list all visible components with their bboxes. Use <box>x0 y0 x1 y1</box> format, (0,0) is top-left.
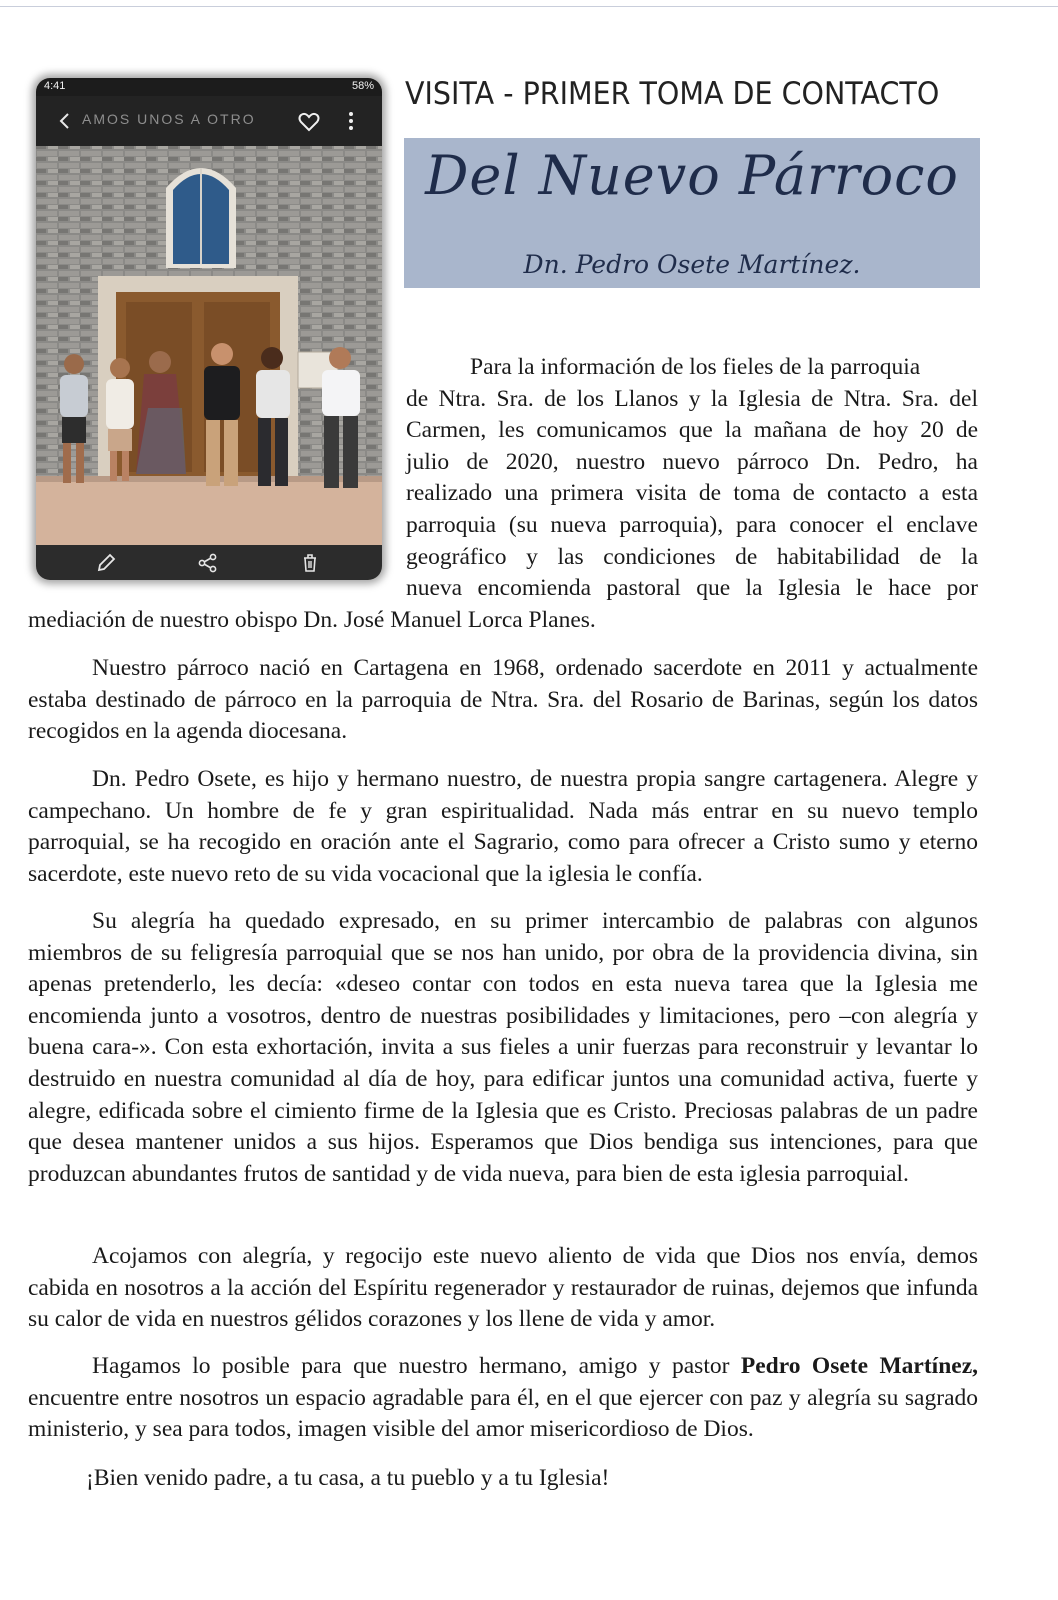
photo-bottom-bar <box>36 545 382 580</box>
title-banner <box>404 138 980 288</box>
more-options-icon[interactable] <box>348 111 354 131</box>
edit-pencil-icon[interactable] <box>96 553 116 573</box>
heart-icon[interactable] <box>298 112 320 132</box>
top-divider <box>0 6 1058 7</box>
closing-line: ¡Bien venido padre, a tu casa, a tu pueblo y a tu Iglesia! <box>86 1465 610 1491</box>
church-photo <box>36 78 382 580</box>
paragraph-5: Acojamos con alegría, y regocijo este nuevo aliento de vida que Dios nos envía, demos cabida en nosotros a la acción del Espíritu regenerador y restaurador de ruinas, dejemos que infunda su calor de vida en nuestros gélidos corazones y los llene de vida y amor. <box>28 1243 978 1333</box>
back-arrow-icon[interactable] <box>56 112 74 130</box>
phone-status-bar <box>36 78 382 96</box>
trash-icon[interactable] <box>300 553 320 573</box>
paragraph-1-line: realizado una primera visita de toma de contacto a esta <box>406 480 978 507</box>
paragraph-1 <box>406 352 978 605</box>
paragraph-1-line: de Ntra. Sra. de los Llanos y la Iglesia de Ntra. Sra. del <box>406 385 978 412</box>
photo-top-bar <box>36 96 382 146</box>
church-photo-illustration <box>36 78 382 580</box>
paragraph-1-line: parroquia (su nueva parroquia), para conocer el enclave <box>406 511 978 538</box>
paragraph-1-line: Carmen, les comunicamos que la mañana de hoy 20 de <box>406 417 978 444</box>
paragraph-4: Su alegría ha quedado expresado, en su primer intercambio de palabras con algunos miembros de su feligresía parroquial que se nos han unido, por obra de la providencia divina, sin apenas pretenderlo, les decía: «deseo contar con todos en esta nueva tarea que la Iglesia me encomienda junto a vosotros, dentro de nuestras posibilidades y limitaciones, pero –con alegría y buena cara-». Con esta exhortación, invita a sus fieles a unir fuerzas para reconstruir y levantar lo destruido en nuestra comunidad al día de hoy, para edificar juntos una comunidad activa, fuerte y alegre, edificada sobre el cimiento firme de la Iglesia que es Cristo. Preciosas palabras de un padre que desea mantener unidos a sus hijos. Esperamos que Dios bendiga sus intenciones, para que produzcan abundantes frutos de santidad y de vida nueva, para bien de esta iglesia parroquial. <box>28 908 978 1187</box>
paragraph-3: Dn. Pedro Osete, es hijo y hermano nuestro, de nuestra propia sangre cartagenera. Alegre y campechano. Un hombre de fe y gran espiritualidad. Nada más entrar en su nuevo templo parroquial, se ha recogido en oración ante el Sagrario, como para ofrecer a Cristo sumo y eterno sacerdote, este nuevo reto de su vida vocacional que la iglesia le confía. <box>28 766 978 887</box>
page-title: VISITA - PRIMER TOMA DE CONTACTO <box>405 76 940 112</box>
pastor-name-bold: Pedro Osete Martínez, <box>740 1353 978 1379</box>
photo-title: AMOS UNOS A OTRO <box>82 111 256 127</box>
status-battery: 58% <box>351 80 374 92</box>
status-time: 4:41 <box>44 80 66 92</box>
paragraph-1-line: Para la información de los fieles de la parroquia <box>470 354 921 380</box>
paragraph-6 <box>28 1351 978 1446</box>
paragraph-1-line: nueva encomienda pastoral que la Iglesia le hace por <box>406 575 978 602</box>
share-icon[interactable] <box>198 553 218 573</box>
paragraph-1-line: geográfico y las condiciones de habitabilidad de la <box>406 543 978 570</box>
paragraph-2: Nuestro párroco nació en Cartagena en 1968, ordenado sacerdote en 2011 y actualmente estaba destinado de párroco en la parroquia de Ntra. Sra. del Rosario de Barinas, según los datos recogidos en la agenda diocesana. <box>28 655 978 745</box>
paragraph-1-line: julio de 2020, nuestro nuevo párroco Dn. Pedro, ha <box>406 448 978 475</box>
paragraph-6-start: Hagamos lo posible para que nuestro hermano, amigo y pastor <box>92 1353 741 1379</box>
paragraph-6-end: encuentre entre nosotros un espacio agradable para él, en el que ejercer con paz y alegría su sagrado ministerio, y sea para todos, imagen visible del amor misericordioso de Dios. <box>28 1384 978 1443</box>
script-title: Del Nuevo Párroco <box>425 144 959 207</box>
paragraph-1-end: mediación de nuestro obispo Dn. José Manuel Lorca Planes. <box>28 607 596 633</box>
script-subtitle: Dn. Pedro Osete Martínez. <box>523 250 861 279</box>
